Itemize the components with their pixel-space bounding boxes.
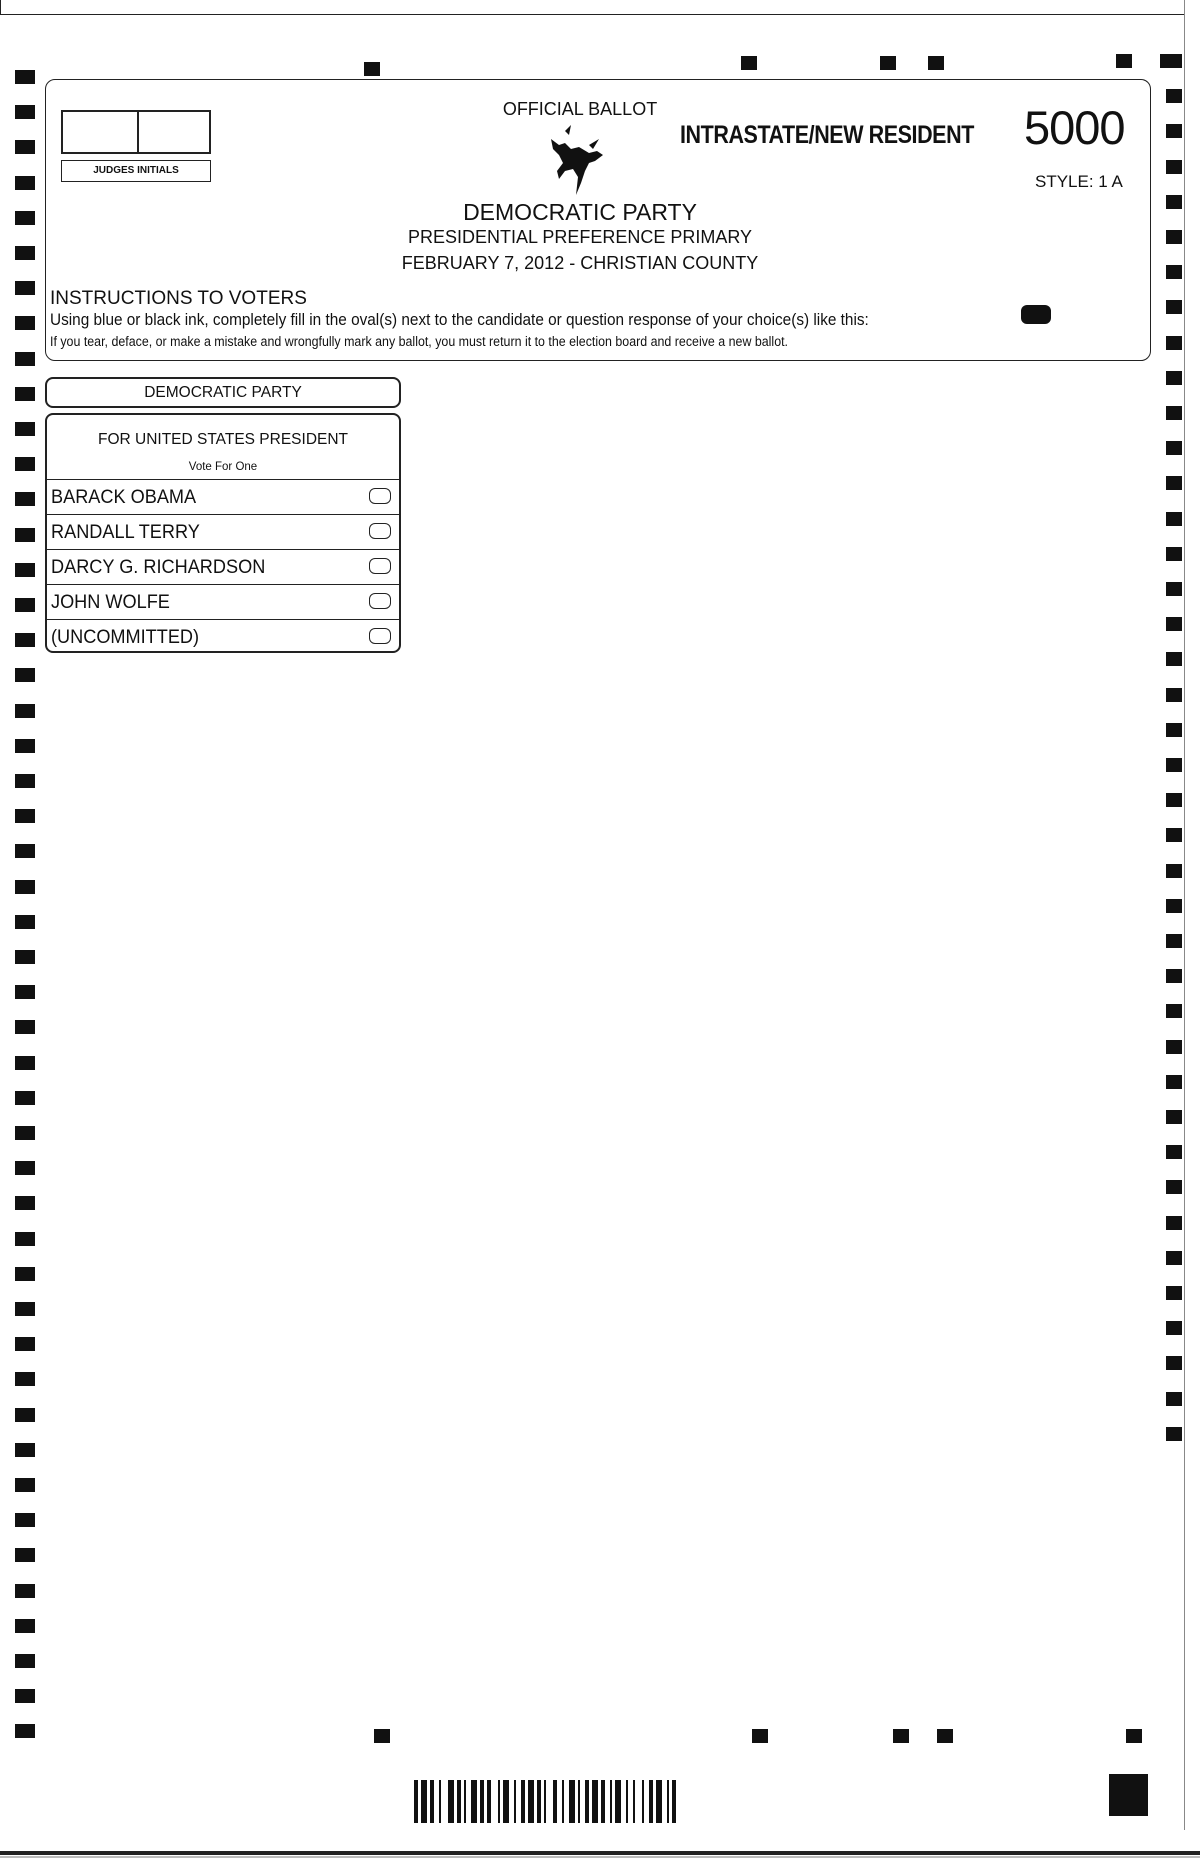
timing-mark [15,1232,35,1246]
barcode-bar [562,1780,564,1823]
timing-mark [15,1126,35,1140]
barcode-bar [480,1780,484,1823]
page-edge [0,0,1,15]
timing-mark [15,387,35,401]
vote-oval[interactable] [369,488,391,504]
vote-oval[interactable] [369,593,391,609]
timing-mark [1166,512,1182,526]
timing-mark [15,1020,35,1034]
timing-mark [364,62,380,76]
timing-mark [15,1161,35,1175]
instruction-line-2: If you tear, deface, or make a mistake and wrongfully mark any ballot, you must return it to the election board and receive a new ballot. [50,334,789,349]
timing-mark [15,211,35,225]
timing-mark [937,1729,953,1743]
timing-mark [15,1513,35,1527]
timing-mark [1166,1356,1182,1370]
barcode-bar [553,1780,557,1823]
timing-mark [15,70,35,84]
timing-mark [1166,336,1182,350]
timing-mark [15,1584,35,1598]
timing-mark [15,844,35,858]
timing-mark [15,985,35,999]
barcode-bar [601,1780,605,1823]
election-date-county: FEBRUARY 7, 2012 - CHRISTIAN COUNTY [401,253,759,273]
page-edge-top [0,14,1184,15]
timing-mark [15,739,35,753]
timing-mark [15,1267,35,1281]
barcode-bar [521,1780,525,1823]
timing-mark [1166,1075,1182,1089]
barcode-bar [626,1780,628,1823]
timing-mark [15,563,35,577]
timing-mark [15,1443,35,1457]
judges-initials-box [61,110,211,154]
timing-mark [15,774,35,788]
timing-mark [1166,160,1182,174]
page-edge-right [1184,0,1185,1830]
corner-registration-block [1109,1774,1148,1816]
timing-mark [15,176,35,190]
contest-president [45,413,401,653]
barcode [414,1780,802,1823]
barcode-bar [592,1780,598,1823]
timing-mark [1166,1251,1182,1265]
instruction-line-1: Using blue or black ink, completely fill in the oval(s) next to the candidate or question response of your choice(s) like this: [50,311,869,329]
timing-mark [1166,124,1182,138]
barcode-bar [672,1780,676,1823]
timing-mark [15,880,35,894]
timing-mark [1166,1321,1182,1335]
timing-mark [1166,617,1182,631]
timing-mark [1166,1216,1182,1230]
timing-mark [15,950,35,964]
timing-mark [1166,1040,1182,1054]
barcode-bar [585,1780,589,1823]
barcode-bar [649,1780,653,1823]
timing-mark [15,246,35,260]
candidate-row [47,584,399,619]
timing-mark [1166,1286,1182,1300]
judges-initials-divider [137,112,139,152]
vote-for-instruction: Vote For One [188,461,258,473]
timing-mark [1166,582,1182,596]
timing-mark [880,56,896,70]
timing-mark [15,1654,35,1668]
timing-mark [1166,934,1182,948]
timing-mark [1166,688,1182,702]
timing-mark [15,140,35,154]
party-name: DEMOCRATIC PARTY [463,199,697,225]
barcode-bar [498,1780,500,1823]
timing-mark [374,1729,390,1743]
timing-mark [15,1548,35,1562]
candidate-row [47,549,399,584]
timing-mark [1166,758,1182,772]
timing-mark [15,1689,35,1703]
timing-mark [15,422,35,436]
timing-mark [741,56,757,70]
vote-oval[interactable] [369,558,391,574]
timing-mark [1116,54,1132,68]
timing-mark [1166,406,1182,420]
ballot-style: STYLE: 1 A [1035,172,1123,191]
timing-mark [15,352,35,366]
donkey-icon [545,125,607,195]
timing-mark [1166,828,1182,842]
barcode-bar [448,1780,454,1823]
candidate-name: DARCY G. RICHARDSON [51,556,266,578]
barcode-bar [430,1780,434,1823]
timing-mark [1166,300,1182,314]
timing-mark [15,809,35,823]
candidate-row [47,514,399,549]
vote-oval[interactable] [369,628,391,644]
timing-mark [15,1056,35,1070]
barcode-bar [656,1780,662,1823]
timing-mark [15,1302,35,1316]
barcode-bar [487,1780,491,1823]
timing-mark [15,1724,35,1738]
contest-title: FOR UNITED STATES PRESIDENT [97,431,349,448]
timing-mark [928,56,944,70]
timing-mark [15,457,35,471]
candidate-name: JOHN WOLFE [51,591,170,613]
barcode-bar [439,1780,441,1823]
timing-mark [1166,1145,1182,1159]
instructions-title: INSTRUCTIONS TO VOTERS [50,288,307,309]
timing-mark [1166,1110,1182,1124]
timing-mark [15,1408,35,1422]
timing-mark [1166,899,1182,913]
timing-mark [15,704,35,718]
barcode-bar [528,1780,534,1823]
timing-mark [15,105,35,119]
barcode-bar [421,1780,427,1823]
timing-mark [1166,195,1182,209]
vote-oval[interactable] [369,523,391,539]
timing-mark [1166,1180,1182,1194]
barcode-bar [457,1780,461,1823]
page-edge-bottom [0,1851,1200,1855]
candidate-row [47,479,399,514]
timing-mark [15,1619,35,1633]
timing-mark [1166,441,1182,455]
barcode-bar [544,1780,546,1823]
timing-mark [893,1729,909,1743]
timing-mark [1166,265,1182,279]
timing-mark [1166,547,1182,561]
barcode-bar [464,1780,466,1823]
timing-mark [15,598,35,612]
official-ballot-title: OFFICIAL BALLOT [502,99,658,119]
timing-mark [15,281,35,295]
timing-mark [1166,476,1182,490]
timing-mark [1166,1427,1182,1441]
barcode-bar [414,1780,418,1823]
judges-initials-label: JUDGES INITIALS [61,160,211,182]
election-name: PRESIDENTIAL PREFERENCE PRIMARY [407,227,753,247]
ballot-type: INTRASTATE/NEW RESIDENT [680,121,974,149]
timing-mark [15,316,35,330]
candidate-row [47,619,399,654]
timing-mark [15,668,35,682]
candidate-name: BARACK OBAMA [51,486,197,508]
timing-mark [1166,1004,1182,1018]
timing-mark [1166,230,1182,244]
barcode-bar [569,1780,575,1823]
barcode-bar [537,1780,541,1823]
timing-mark [15,915,35,929]
candidate-name: RANDALL TERRY [51,521,200,543]
page-edge-bottom-shadow [0,1856,1200,1858]
timing-mark [15,528,35,542]
barcode-bar [503,1780,509,1823]
candidate-name: (UNCOMMITTED) [51,626,200,648]
barcode-bar [633,1780,635,1823]
timing-mark [15,633,35,647]
timing-mark [15,1337,35,1351]
timing-mark [15,1091,35,1105]
barcode-bar [642,1780,644,1823]
timing-mark [15,1372,35,1386]
barcode-bar [610,1780,612,1823]
timing-mark [1166,1392,1182,1406]
barcode-bar [578,1780,580,1823]
timing-mark [15,492,35,506]
timing-mark [1166,793,1182,807]
timing-mark [1166,969,1182,983]
ballot-number: 5000 [1024,101,1125,154]
barcode-bar [615,1780,621,1823]
timing-mark [1126,1729,1142,1743]
timing-mark [1166,723,1182,737]
timing-mark [1166,89,1182,103]
barcode-bar [471,1780,477,1823]
timing-mark [15,1196,35,1210]
barcode-bar [667,1780,669,1823]
timing-mark [1160,54,1176,68]
timing-mark [1166,371,1182,385]
filled-oval-icon [1021,305,1051,324]
party-section-header: DEMOCRATIC PARTY [45,377,401,408]
timing-mark [15,1478,35,1492]
timing-mark [752,1729,768,1743]
barcode-bar [514,1780,516,1823]
timing-mark [1166,652,1182,666]
timing-mark [1166,864,1182,878]
